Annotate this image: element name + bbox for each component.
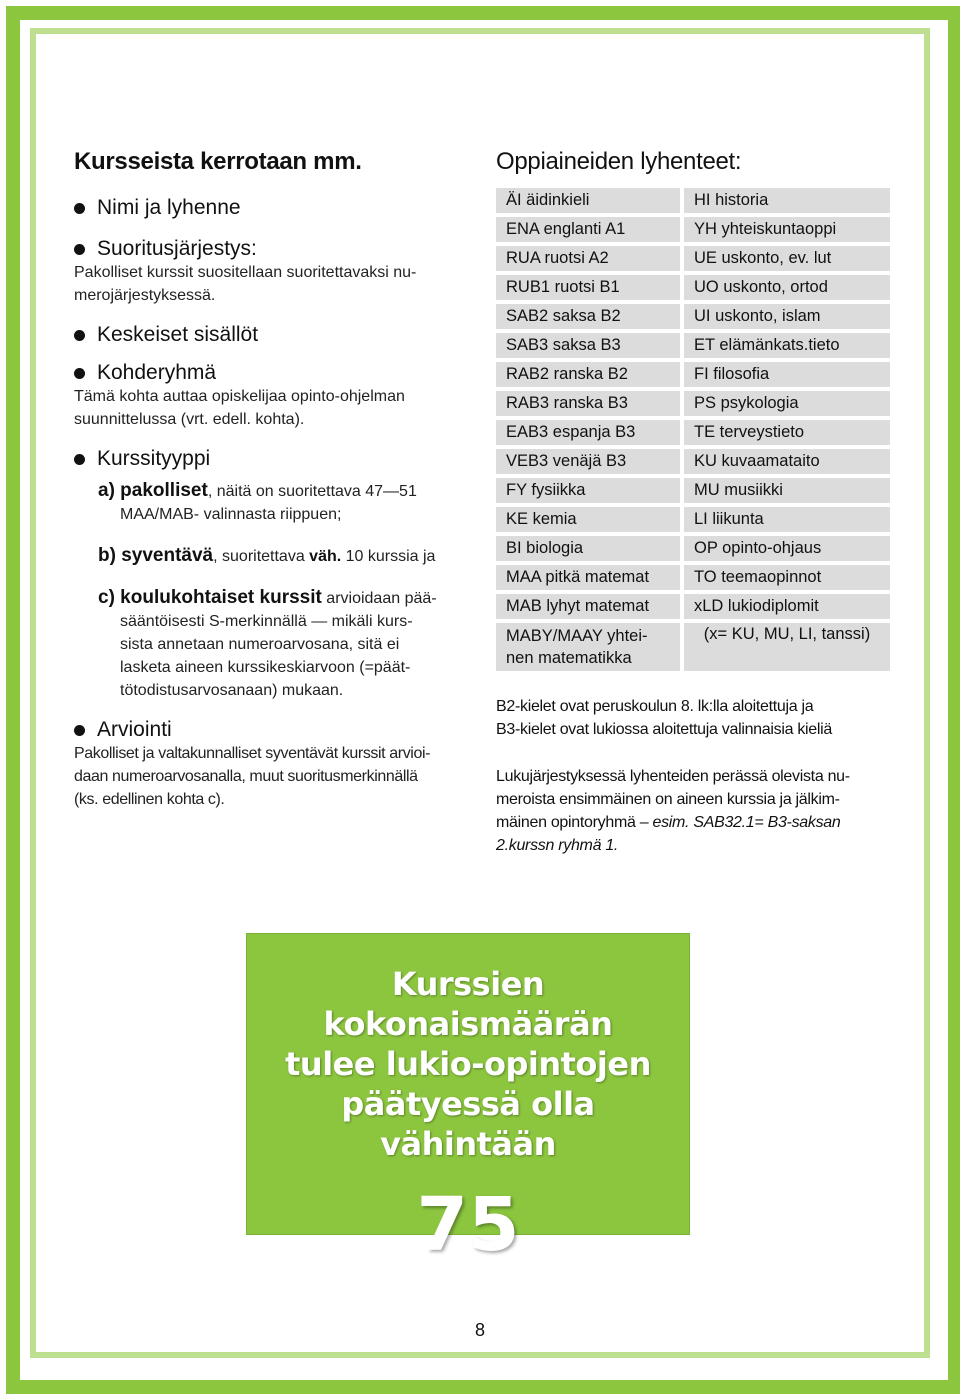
table-cell: MAB lyhyt matemat [496, 594, 680, 619]
page-number: 8 [474, 1320, 485, 1340]
abbreviations-heading: Oppiaineiden lyhenteet: [496, 148, 742, 175]
minimum-courses-box [246, 933, 690, 1268]
table-cell: PS psykologia [684, 391, 890, 416]
assessment-text: Pakolliset ja valtakunnalliset syventävät kurssit arvioi- daan numeroarvosanalla, muut suoritusmerkinnällä (ks. edellinen kohta c). [74, 745, 431, 808]
table-row [496, 188, 890, 213]
type-a-cont: MAA/MAB- valinnasta riippuen; [120, 506, 342, 523]
table-cell: KE kemia [496, 507, 680, 532]
table-cell: RUA ruotsi A2 [496, 246, 680, 271]
table-cell: MU musiikki [684, 478, 890, 503]
bullet-course-type: Kurssityyppi [74, 447, 474, 471]
table-cell: FI filosofia [684, 362, 890, 387]
table-cell: BI biologia [496, 536, 680, 561]
numbering-note: Lukujärjestyksessä lyhenteiden perässä olevista nu- meroista ensimmäinen on aineen kurssia ja jälkim- mäinen opintoryhmä – esim. SAB32.1= B3-saksan 2.kurssn ryhmä 1. [496, 768, 850, 854]
table-row [496, 623, 890, 671]
type-c-cont: sääntöisesti S-merkinnällä — mikäli kurs- sista annetaan numeroarvosana, sitä ei lasketa aineen kurssikeskiarvoon (=päät- tötodistusarvosanaan) mukaan. [120, 613, 413, 699]
table-cell: xLD lukiodiplomit [684, 594, 890, 619]
table-cell: ET elämänkats.tieto [684, 333, 890, 358]
type-c: c) koulukohtaiset kurssit arvioidaan pää- [98, 587, 437, 608]
table-row [496, 565, 890, 590]
left-heading: Kursseista kerrotaan mm. [74, 148, 362, 175]
table-row [496, 217, 890, 242]
table-row [496, 275, 890, 300]
left-column [74, 148, 474, 811]
table-cell: MABY/MAAY yhtei- nen matematikka [496, 623, 680, 671]
table-cell: VEB3 venäjä B3 [496, 449, 680, 474]
bullet-contents: Keskeiset sisällöt [74, 323, 474, 347]
bullet-name: Nimi ja lyhenne [74, 196, 474, 220]
bullet-dot-icon [74, 203, 85, 214]
bullet-assessment: Arviointi [74, 718, 474, 742]
table-row [496, 507, 890, 532]
table-cell: LI liikunta [684, 507, 890, 532]
table-cell: (x= KU, MU, LI, tanssi) [684, 623, 890, 671]
bullet-dot-icon [74, 368, 85, 379]
table-row [496, 478, 890, 503]
bullet-dot-icon [74, 244, 85, 255]
table-row [496, 246, 890, 271]
box-text: Kurssien kokonaismäärän tulee lukio-opintojen päätyessä olla vähintään [285, 965, 651, 1163]
table-cell: ENA englanti A1 [496, 217, 680, 242]
table-cell: UE uskonto, ev. lut [684, 246, 890, 271]
table-cell: TE terveystieto [684, 420, 890, 445]
table-cell: RAB3 ranska B3 [496, 391, 680, 416]
table-row [496, 333, 890, 358]
table-cell: EAB3 espanja B3 [496, 420, 680, 445]
table-row [496, 449, 890, 474]
bullet-target-group: Kohderyhmä [74, 361, 474, 385]
table-cell: UI uskonto, islam [684, 304, 890, 329]
table-cell: YH yhteiskuntaoppi [684, 217, 890, 242]
table-row [496, 362, 890, 387]
abbreviations-table [492, 184, 894, 675]
table-cell: SAB3 saksa B3 [496, 333, 680, 358]
bullet-dot-icon [74, 454, 85, 465]
table-cell: FY fysiikka [496, 478, 680, 503]
box-number: 75 [416, 1182, 520, 1268]
bullet-dot-icon [74, 330, 85, 341]
table-row [496, 304, 890, 329]
table-cell: TO teemaopinnot [684, 565, 890, 590]
table-cell: HI historia [684, 188, 890, 213]
table-row [496, 536, 890, 561]
right-column [496, 148, 896, 857]
type-b: b) syventävä, suoritettava väh. 10 kurssia ja [98, 545, 436, 566]
table-cell: ÄI äidinkieli [496, 188, 680, 213]
table-cell: RUB1 ruotsi B1 [496, 275, 680, 300]
bullet-dot-icon [74, 725, 85, 736]
table-cell: RAB2 ranska B2 [496, 362, 680, 387]
table-cell: MAA pitkä matemat [496, 565, 680, 590]
bullet-order: Suoritusjärjestys: [74, 237, 474, 261]
order-text: Pakolliset kurssit suositellaan suoritettavaksi nu- merojärjestyksessä. [74, 264, 417, 304]
table-cell: KU kuvaamataito [684, 449, 890, 474]
language-note: B2-kielet ovat peruskoulun 8. lk:lla aloitettuja ja B3-kielet ovat lukiossa aloitettuja valinnaisia kieliä [496, 698, 832, 738]
type-a: a) pakolliset, näitä on suoritettava 47—51 [98, 480, 417, 501]
table-row [496, 594, 890, 619]
table-cell: OP opinto-ohjaus [684, 536, 890, 561]
table-row [496, 391, 890, 416]
table-cell: SAB2 saksa B2 [496, 304, 680, 329]
table-row [496, 420, 890, 445]
target-group-text: Tämä kohta auttaa opiskelijaa opinto-ohjelman suunnittelussa (vrt. edell. kohta). [74, 388, 405, 428]
table-cell: UO uskonto, ortod [684, 275, 890, 300]
